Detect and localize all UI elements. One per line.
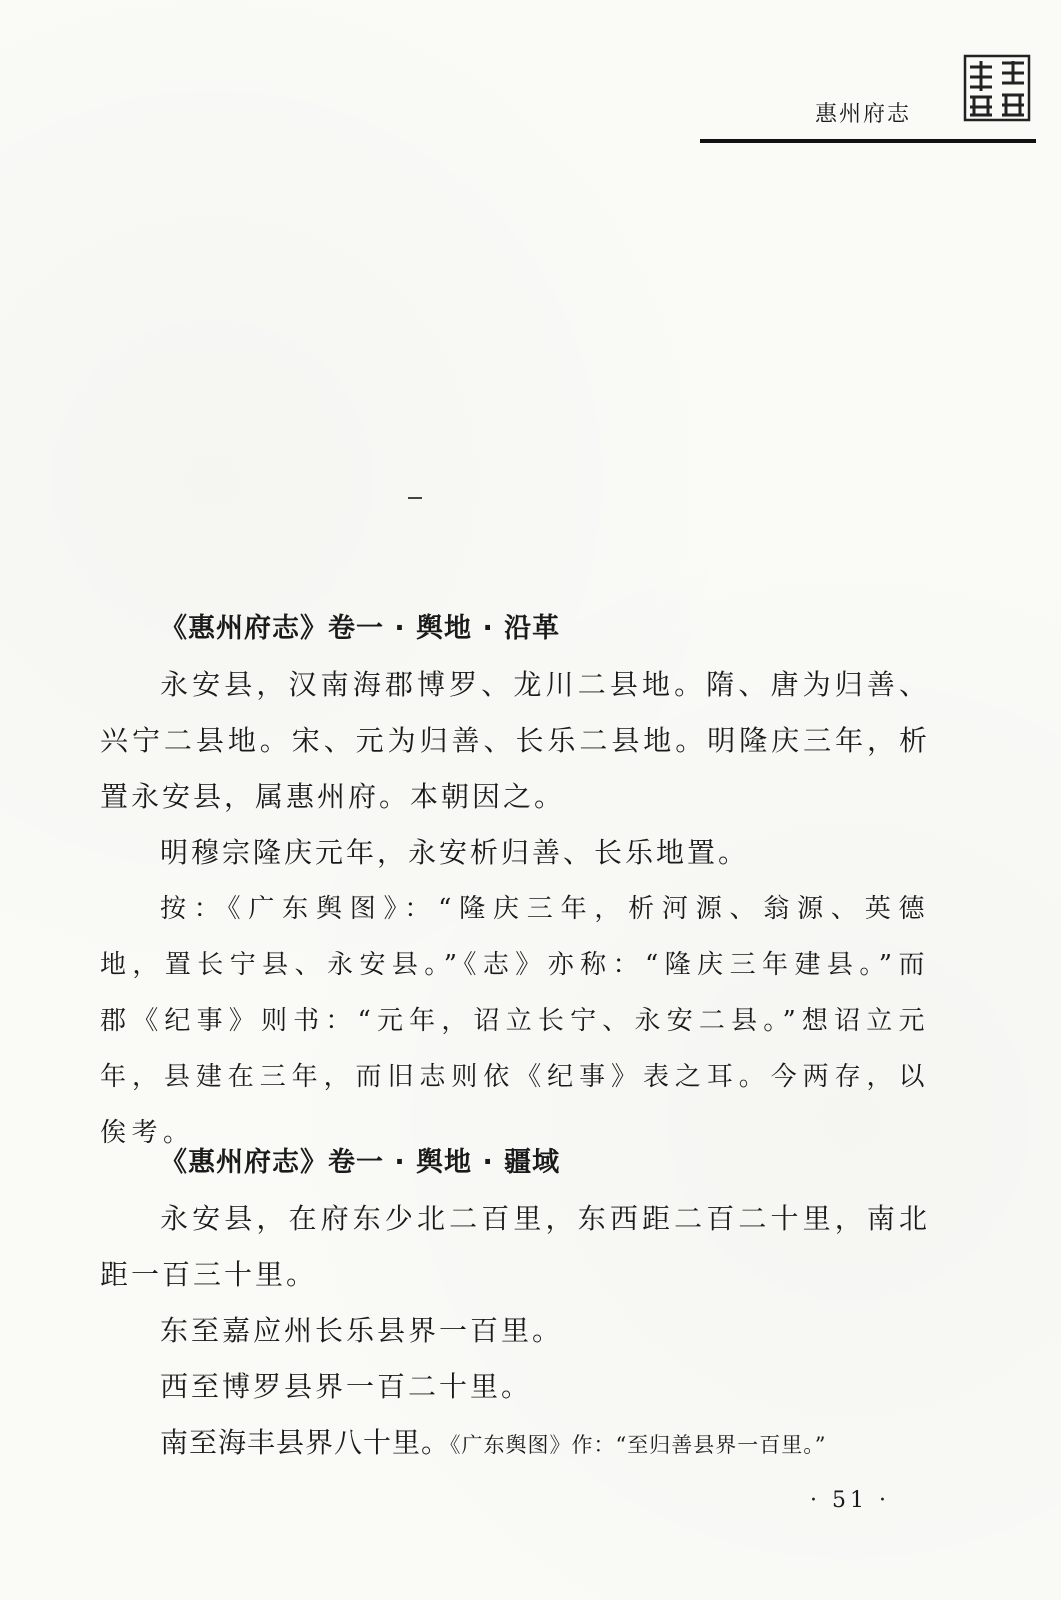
body-paragraph: 明穆宗隆庆元年，永安析归善、长乐地置。 (160, 836, 750, 869)
body-paragraph: 永安县，在府东少北二百里，东西距二百二十里，南北距一百三十里。 (100, 1202, 930, 1291)
section-heading: 《惠州府志》卷一 · 舆地 · 沿革 (160, 613, 561, 644)
seal-stamp-logo (962, 53, 1032, 123)
section-jiangyu (100, 1140, 930, 1473)
section-yange (100, 606, 930, 1161)
body-paragraph: 永安县，汉南海郡博罗、龙川二县地。隋、唐为归善、兴宁二县地。宋、元为归善、长乐二县地。明隆庆三年，析置永安县，属惠州府。本朝因之。 (100, 668, 930, 813)
running-head-title: 惠州府志 (814, 102, 911, 127)
body-paragraph: 西至博罗县界一百二十里。 (160, 1370, 533, 1403)
inline-note: 《广东舆图》作：“至归善县界一百里。” (450, 1433, 827, 1457)
section-heading: 《惠州府志》卷一 · 舆地 · 疆域 (160, 1147, 561, 1178)
stray-mark (408, 497, 422, 499)
page-number: · 51 · (810, 1488, 890, 1513)
header-rule (700, 139, 1036, 143)
body-paragraph: 东至嘉应州长乐县界一百里。 (160, 1314, 564, 1347)
body-paragraph-with-note (100, 1415, 930, 1473)
annotation-paragraph: 按：《广东舆图》：“隆庆三年，析河源、翁源、英德地，置长宁县、永安县。”《志》亦称：“隆庆三年建县。”而郡《纪事》则书：“元年，诏立长宁、永安二县。”想诏立元年，县建在三年，而旧志则依《纪事》表之耳。今两存，以俟考。 (100, 894, 930, 1148)
body-text: 南至海丰县界八十里。 (160, 1426, 451, 1459)
